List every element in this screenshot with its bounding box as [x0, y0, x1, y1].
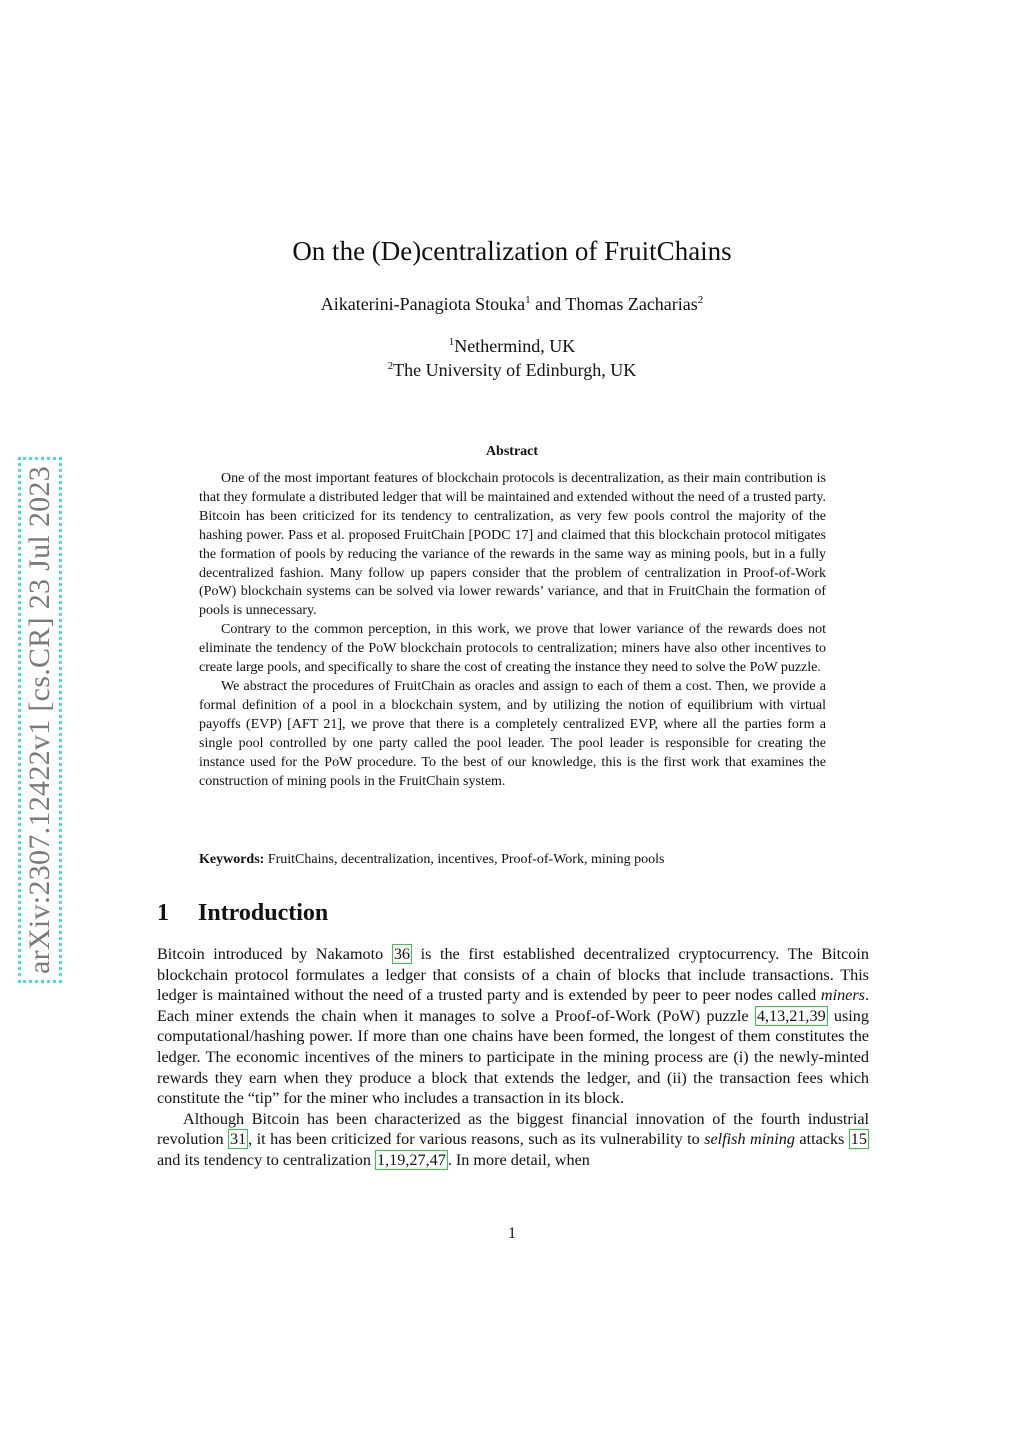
keywords-text: FruitChains, decentralization, incentives, Proof-of-Work, mining pools — [267, 852, 665, 867]
author-connector: and — [535, 294, 562, 314]
body-text-run: , it has been criticized for various reasons, such as its vulnerability to — [248, 1130, 705, 1149]
abstract-heading: Abstract — [485, 444, 539, 459]
body-paragraph — [157, 1109, 869, 1171]
body-text-run: . Each miner extends the chain when it manages to solve a Proof-of-Work (PoW) puzzle — [157, 986, 869, 1025]
abstract-paragraph: One of the most important features of blockchain protocols is decentralization, as their main contribution is that they formulate a distributed ledger that will be maintained and extended without the need of a trusted party. Bitcoin has been criticized for its tendency to centralization, as very few pools control the majority of the hashing power. Pass et al. proposed FruitChain [PODC 17] and claimed that this blockchain protocol mitigates the formation of pools by reducing the variance of the rewards in the same way as mining pools, but in a fully decentralized fashion. Many follow up papers consider that the problem of centralization in Proof-of-Work (PoW) blockchain systems can be solved via lower rewards’ variance, and that in FruitChain the formation of pools is unnecessary. — [199, 471, 826, 619]
author-name: Aikaterini-Panagiota Stouka — [320, 294, 526, 314]
citation-link[interactable]: 4,13,21,39 — [756, 1006, 826, 1025]
citation-link[interactable]: 31 — [229, 1130, 247, 1149]
affiliation — [0, 360, 1024, 381]
section-heading — [157, 900, 328, 927]
keywords-label: Keywords: — [199, 852, 265, 867]
author-affiliation-mark: 2 — [697, 294, 704, 306]
page-number: 1 — [508, 1225, 516, 1242]
affiliation-name: The University of Edinburgh, UK — [393, 360, 637, 380]
citation-link[interactable]: 36 — [393, 945, 411, 963]
citation-link[interactable]: 15 — [850, 1130, 867, 1149]
body-text-run: attacks — [794, 1130, 849, 1149]
affiliation-name: Nethermind, UK — [454, 336, 576, 356]
citation-link[interactable]: 1,19,27,47 — [377, 1150, 446, 1169]
paper-title: On the (De)centralization of FruitChains — [292, 236, 732, 266]
body-text-run: is the first established decentralized cryptocurrency. The Bitcoin blockchain protocol formulates a ledger that consists of a chain of blocks that include transactions. This ledger is maintained without the need of a trusted party and is extended by peer to peer nodes called — [157, 945, 869, 1005]
affiliation-mark: 2 — [387, 360, 394, 372]
body-text-run: Bitcoin introduced by Nakamoto — [157, 945, 392, 963]
body-text-run: using computational/hashing power. If more than one chains have been formed, the longest of them constitutes the ledger. The economic incentives of the miners to participate in the mining process are (i) the newly-minted rewards they earn when they produce a block that extends the ledger, and (ii) the transaction fees which constitute the “tip” for the miner who includes a transaction in its block. — [157, 1006, 869, 1108]
author-list — [0, 294, 1024, 315]
affiliation — [0, 336, 1024, 357]
body-paragraph — [157, 944, 869, 1109]
affiliation-mark: 1 — [448, 336, 455, 348]
body-text-run: Although Bitcoin has been characterized as the biggest financial innovation of the fourth industrial revolution — [157, 1109, 869, 1149]
author-affiliation-mark: 1 — [525, 294, 531, 306]
abstract-body — [199, 470, 826, 791]
author-name: Thomas Zacharias — [565, 294, 698, 314]
section-number: 1 — [157, 900, 169, 926]
section-title: Introduction — [198, 900, 329, 926]
body-emphasis: miners — [820, 986, 865, 1005]
body-text — [157, 944, 869, 1171]
keywords — [199, 852, 826, 868]
abstract-paragraph: Contrary to the common perception, in this work, we prove that lower variance of the rewards does not eliminate the tendency of the PoW blockchain protocols to centralization; miners have also other incentives to create large pools, and specifically to share the cost of creating the instance they need to solve the PoW puzzle. — [199, 622, 826, 676]
body-text-run: . In more detail, when — [447, 1150, 590, 1169]
abstract-paragraph: We abstract the procedures of FruitChain as oracles and assign to each of them a cost. Then, we provide a formal definition of a pool in a blockchain system, and by utilizing the notion of equilibrium with virtual payoffs (EVP) [AFT 21], we prove that there is a completely centralized EVP, where all the parties form a single pool controlled by one party called the pool leader. The pool leader is responsible for creating the instance used for the PoW procedure. To the best of our knowledge, this is the first work that examines the construction of mining pools in the FruitChain system. — [199, 678, 826, 789]
body-text-run: and its tendency to centralization — [157, 1150, 376, 1169]
arxiv-identifier: arXiv:2307.12422v1 [cs.CR] 23 Jul 2023 — [18, 457, 62, 983]
body-emphasis: selfish mining — [704, 1130, 795, 1149]
